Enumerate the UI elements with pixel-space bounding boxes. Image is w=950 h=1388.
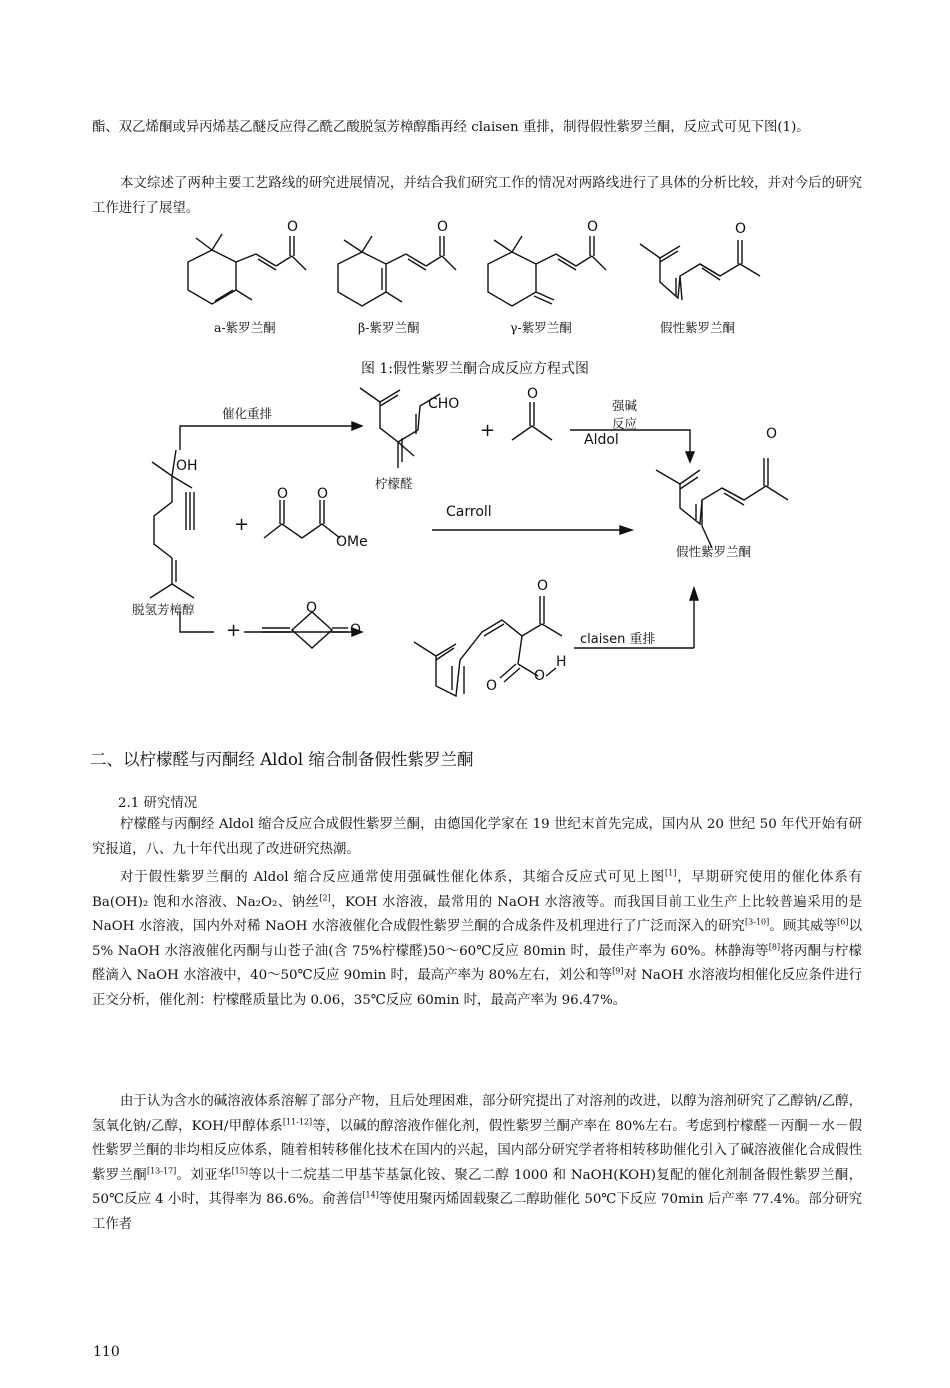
dehydrolinalool-label: 脱氢芳樟醇 (132, 602, 195, 617)
intro-paragraph-2: 本文综述了两种主要工艺路线的研究进展情况，并结合我们研究工作的情况对两路线进行了具体的分析比较，并对今后的研究工作进行了展望。 (92, 176, 862, 216)
citation: [15] (231, 1166, 248, 1176)
plus-sign-1: + (480, 420, 496, 441)
rearrangement-label: 催化重排 (222, 406, 273, 421)
rearrangement-arrow (180, 422, 362, 450)
carroll-label: Carroll (446, 504, 492, 520)
beta-oxygen-label: O (437, 219, 449, 235)
diketene-carbonyl-oxygen: O (350, 622, 362, 638)
acetone-structure (512, 402, 552, 440)
citation: [1] (665, 868, 677, 878)
pseudo-oxygen-label: O (735, 221, 747, 237)
subsection-heading: 2.1 研究情况 (118, 796, 198, 811)
acetone-oxygen-label: O (527, 386, 539, 402)
gamma-oxygen-label: O (587, 219, 599, 235)
gamma-ionone-structure (488, 236, 606, 306)
product-oxygen-label: O (766, 426, 778, 442)
methoxy-label: OMe (336, 534, 368, 550)
intro-paragraph-1: 酯、双乙烯酮或异丙烯基乙醚反应得乙酰乙酸脱氢芳樟醇酯再经 claisen 重排，制得假性紫罗兰酮，反应式可见下图(1)。 (92, 120, 810, 135)
hydroxyl-label: OH (176, 458, 198, 474)
plus-sign-3: + (226, 620, 242, 641)
citation: [2] (319, 893, 331, 903)
citral-label: 柠檬醛 (375, 476, 413, 491)
methyl-acetoacetate-structure (264, 500, 340, 538)
acid-hydroxyl-oxygen: O (534, 668, 546, 684)
section-paragraph-1: 柠檬醛与丙酮经 Aldol 缩合反应合成假性紫罗兰酮，由德国化学家在 19 世纪末首先完成，国内从 20 世纪 50 年代开始有研究报道，八、九十年代出现了改进研究热潮。 (92, 817, 862, 857)
section-heading: 二、以柠檬醛与丙酮经 Aldol 缩合制备假性紫罗兰酮 (90, 750, 474, 769)
citation: [3-10] (745, 917, 770, 927)
section-paragraph-3: 由于认为含水的碱溶液体系溶解了部分产物，且后处理困难，部分研究提出了对溶剂的改进，以醇为溶剂研究了乙醇钠/乙醇，氢氧化钠/乙醇，KOH/甲醇体系[11-12]等，以碱的醇溶液作催化剂，假性紫罗兰酮产率在 80%左右。考虑到柠檬醛－丙酮－水－假性紫罗兰酮的非均相反应体系，随着相转移催化技术在国内的兴起，国内部分研究学者将相转移助催化引入了碱溶液催化合成假性紫罗兰酮[13-17]。刘亚华[15]等以十二烷基二甲基苄基氯化铵、聚乙二醇 1000 和 NaOH(KOH)复配的催化剂制备假性紫罗兰酮，50℃反应 4 小时，其得率为 86.6%。俞善信[14]等使用聚丙烯固载聚乙二醇助催化 50℃下反应 70min 后产率 77.4%。部分研究工作者 (92, 1094, 863, 1232)
pseudo-ionone-structure-small (640, 240, 760, 300)
citation: [11-12] (282, 1117, 313, 1127)
figure-caption: 图 1:假性紫罗兰酮合成反应方程式图 (360, 361, 590, 377)
acid-carbonyl-oxygen: O (486, 678, 498, 694)
aldol-label: Aldol (584, 432, 619, 448)
pseudo-ionone-product-structure (656, 458, 788, 548)
reaction-label: 反应 (612, 416, 638, 431)
plus-sign-2: + (234, 514, 250, 535)
citation: [9] (612, 966, 624, 976)
product-label: 假性紫罗兰酮 (676, 544, 752, 559)
section-paragraph-2: 对于假性紫罗兰酮的 Aldol 缩合反应通常使用强碱性催化体系，其缩合反应式可见上图[1]，早期研究使用的催化体系有 Ba(OH)₂ 饱和水溶液、Na₂O₂、钠丝[2]，KOH 水溶液，最常用的 NaOH 水溶液等。而我国目前工业生产上比较普遍采用的是 NaOH 水溶液，国内外对稀 NaOH 水溶液催化合成假性紫罗兰酮的合成条件及机理进行了广泛而深入的研究[3-10]。顾其威等[6]以 5% NaOH 水溶液催化丙酮与山苍子油(含 75%柠檬醛)50～60℃反应 80min 时，最佳产率为 60%。林静海等[8]将丙酮与柠檬醛滴入 NaOH 水溶液中，40～50℃反应 90min 时，最高产率为 80%左右，刘公和等[9]对 NaOH 水溶液均相催化反应条件进行正交分析，催化剂：柠檬醛质量比为 0.06，35℃反应 60min 时，最高产率为 96.47%。 (92, 868, 863, 1008)
citation: [6] (837, 917, 849, 927)
strong-base-label: 强碱 (612, 398, 638, 413)
alpha-oxygen-label: O (287, 219, 299, 235)
acid-ketone-oxygen: O (537, 578, 549, 594)
acid-hydrogen-label: H (556, 654, 567, 670)
diketene-structure (262, 612, 348, 648)
alpha-ionone-label: a-紫罗兰酮 (214, 320, 276, 335)
beta-ionone-label: β-紫罗兰酮 (358, 320, 420, 335)
ester-oxygen-2-label: O (317, 486, 329, 502)
pseudo-ionone-label: 假性紫罗兰酮 (660, 320, 736, 335)
diketene-ring-oxygen: O (306, 600, 318, 616)
page-number: 110 (93, 1344, 120, 1360)
citation: [14] (362, 1190, 379, 1200)
claisen-label: claisen 重排 (580, 632, 656, 647)
beta-ionone-structure (338, 236, 456, 306)
carroll-arrow (432, 526, 632, 534)
ester-oxygen-1-label: O (277, 486, 289, 502)
citation: [13-17] (146, 1166, 177, 1176)
cho-label: CHO (428, 396, 460, 412)
alpha-ionone-structure (188, 234, 306, 304)
gamma-ionone-label: γ-紫罗兰酮 (510, 320, 572, 335)
citation: [8] (768, 942, 781, 952)
